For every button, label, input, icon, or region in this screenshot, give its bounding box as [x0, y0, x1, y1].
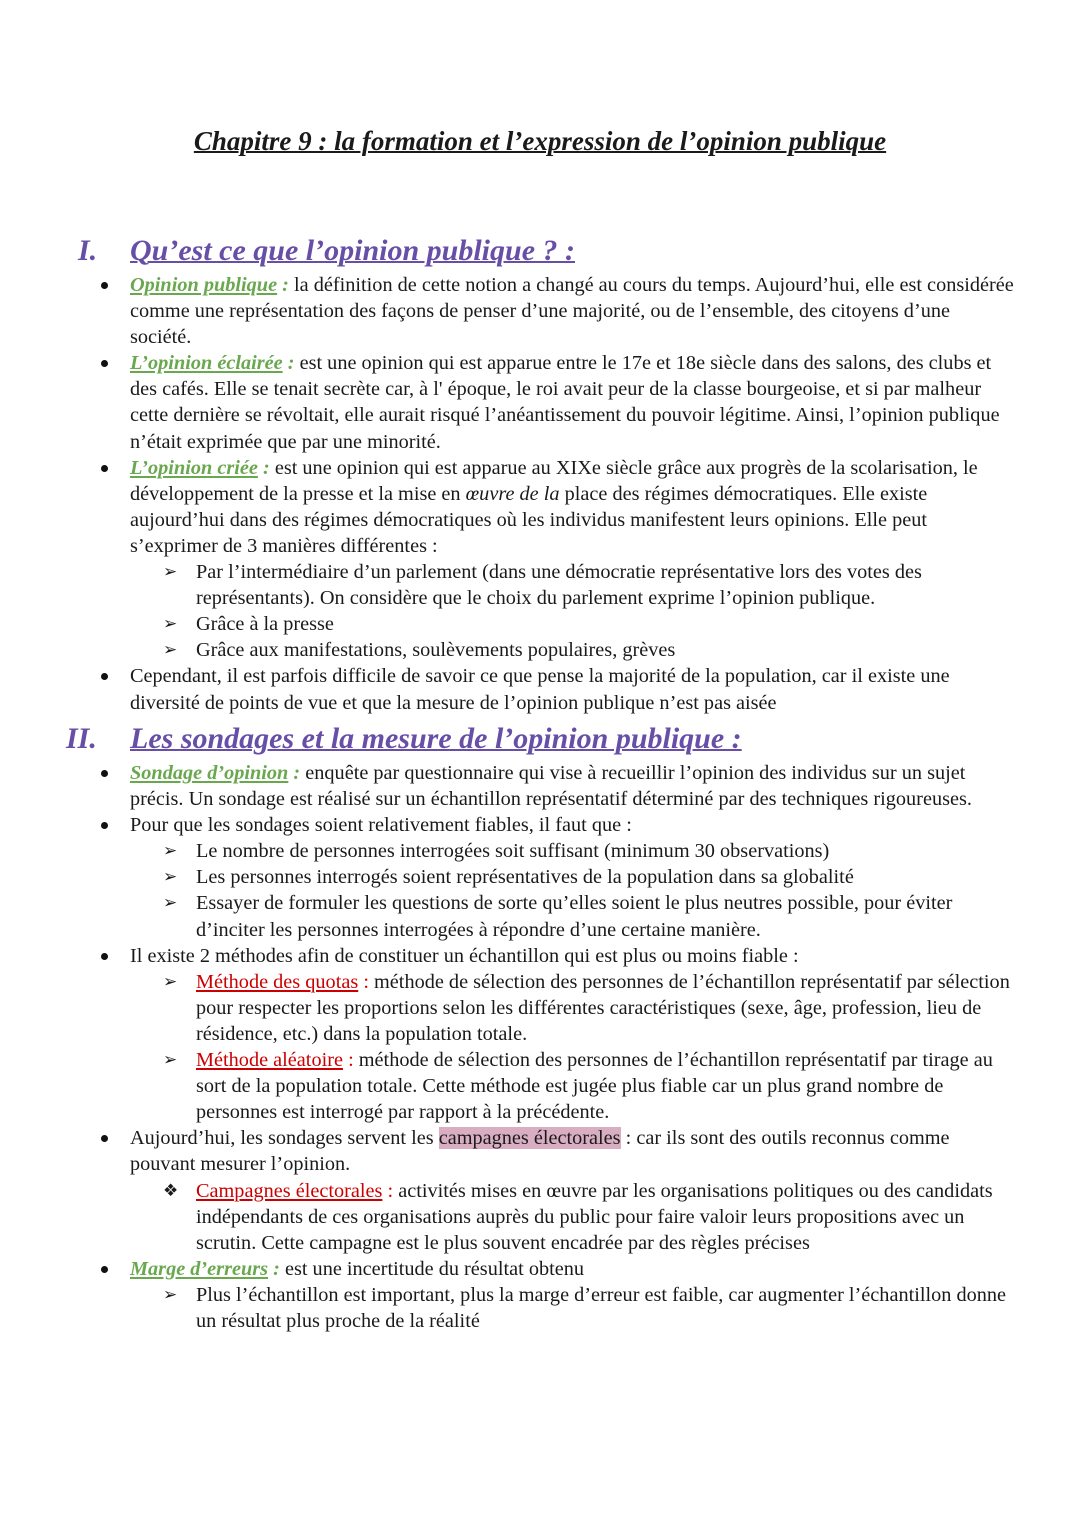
section-2	[0, 722, 1080, 1334]
arrow-icon: ➢	[163, 1050, 178, 1070]
definition: enquête par questionnaire qui vise à recueillir l’opinion des individus sur un sujet précis. Un sondage est réalisé sur un échantillon représentatif déterminé par des techniques rigoureuses.	[130, 762, 972, 811]
sub-item-text: Le nombre de personnes interrogées soit suffisant (minimum 30 observations)	[196, 840, 830, 863]
sub-item	[163, 890, 1016, 942]
term: L’opinion criée	[130, 456, 258, 479]
definition-italic: œuvre de la	[465, 482, 560, 505]
sub-item	[163, 559, 1016, 611]
sub-item-text: Par l’intermédiaire d’un parlement (dans une démocratie représentative lors des votes des représentants). On considère que le choix du parlement exprime l’opinion publique.	[196, 561, 922, 610]
chapter-title: Chapitre 9 : la formation et l’expression de l’opinion publique	[193, 126, 887, 156]
definition: la définition de cette notion a changé au cours du temps. Aujourd’hui, elle est considérée comme une représentation des façons de penser d’une majorité, ou de l’ensemble, des citoyens d’une société.	[130, 274, 1014, 349]
bullet-opinion-criee	[130, 455, 1015, 559]
colon: :	[262, 456, 270, 479]
term: Méthode aléatoire	[196, 1049, 343, 1072]
arrow-icon: ➢	[163, 867, 178, 887]
bullet-text: : car ils sont des outils reconnus comme pouvant mesurer l’opinion.	[130, 1127, 950, 1176]
definition: place des régimes démocratiques. Elle existe aujourd’hui dans des régimes démocratiques où les individus manifestent leurs opinions. Elle peut s’exprimer de 3 manières différentes :	[130, 482, 928, 557]
definition: méthode de sélection des personnes de l’échantillon représentatif par sélection pour respecter les proportions selon les différentes caractéristiques (sexe, âge, profession, lieu de résidence, etc.) dans la population totale.	[196, 970, 1010, 1045]
bullet-text: Cependant, il est parfois difficile de savoir ce que pense la majorité de la population, car il existe une diversité de points de vue et que la mesure de l’opinion publique n’est pas aisée	[130, 665, 950, 714]
arrow-icon: ➢	[163, 841, 178, 861]
section-number: I.	[78, 234, 98, 267]
colon: :	[287, 352, 295, 375]
colon: :	[273, 1257, 280, 1280]
arrow-icon: ➢	[163, 614, 178, 634]
sub-item	[163, 611, 1016, 637]
arrow-icon: ➢	[163, 893, 178, 913]
bullet-marge	[130, 1256, 1015, 1282]
sub-item-text: Grâce à la presse	[196, 613, 334, 636]
section-title: Les sondages et la mesure de l’opinion publique :	[130, 722, 742, 755]
section-2-heading	[0, 722, 1080, 760]
sub-item	[163, 864, 1016, 890]
definition: est une incertitude du résultat obtenu	[284, 1257, 585, 1280]
sub-item-text: Grâce aux manifestations, soulèvements populaires, grèves	[196, 639, 676, 662]
sub-item-quotas	[163, 969, 1016, 1047]
bullet-methodes	[130, 943, 1015, 969]
bullet-text: Aujourd’hui, les sondages servent les	[130, 1127, 434, 1150]
section-1	[0, 234, 1080, 716]
term: Campagnes électorales	[196, 1179, 383, 1202]
bullet-opinion-publique	[130, 272, 1015, 350]
bullet-campagnes	[130, 1125, 1015, 1177]
section-title: Qu’est ce que l’opinion publique ? :	[130, 234, 576, 267]
sub-item-text: Essayer de formuler les questions de sorte qu’elles soient le plus neutres possible, pour éviter d’inciter les personnes interrogées à répondre d’une certaine manière.	[196, 892, 953, 941]
sub-item-text: Plus l’échantillon est important, plus la marge d’erreur est faible, car augmenter l’échantillon donne un résultat plus proche de la réalité	[196, 1283, 1007, 1332]
arrow-icon: ➢	[163, 562, 178, 582]
term: Sondage d’opinion	[130, 762, 289, 784]
bullet-cependant	[130, 663, 1015, 715]
colon: :	[387, 1179, 394, 1202]
term: Marge d’erreurs	[130, 1257, 269, 1280]
bullet-fiabilite	[130, 812, 1015, 838]
section-1-heading	[0, 234, 1080, 272]
arrow-icon: ➢	[163, 971, 178, 991]
colon: :	[363, 970, 369, 993]
arrow-icon: ➢	[163, 1284, 178, 1304]
sub-item-campagnes	[163, 1178, 1016, 1256]
term: Opinion publique	[130, 274, 278, 296]
highlighted-text: campagnes électorales	[438, 1127, 621, 1150]
definition: méthode de sélection des personnes de l’échantillon représentatif par tirage au sort de la population totale. Cette méthode est jugée plus fiable car un plus grand nombre de personnes est interrogé par rapport à la précédente.	[196, 1049, 993, 1124]
section-number: II.	[66, 722, 97, 755]
colon: :	[282, 274, 289, 296]
sub-item-text: Les personnes interrogés soient représentatives de la population dans sa globalité	[196, 866, 854, 889]
term: Méthode des quotas	[196, 970, 359, 993]
bullet-text: Il existe 2 méthodes afin de constituer un échantillon qui est plus ou moins fiable :	[130, 944, 799, 967]
bullet-opinion-eclairee	[130, 350, 1015, 454]
definition: est une opinion qui est apparue entre le 17e et 18e siècle dans des salons, des clubs et des cafés. Elle se tenait secrète car, à l' époque, le roi avait peur de la classe bourgeoise, et si par malheur cette dernière se révoltait, elle aurait risqué l’anéantissement du pouvoir légitime. Ainsi, l’opinion publique n’était exprimée que par une minorité.	[130, 352, 1000, 453]
term: L’opinion éclairée	[130, 352, 283, 375]
bullet-text: Pour que les sondages soient relativement fiables, il faut que :	[130, 814, 632, 837]
definition: activités mises en œuvre par les organisations politiques ou des candidats indépendants de ces organisations auprès du public pour faire valoir leurs propositions avec un scrutin. Cette campagne est le plus souvent encadrée par des règles précises	[196, 1179, 993, 1254]
bullet-sondage	[130, 760, 1015, 812]
colon: :	[293, 762, 301, 784]
sub-item-aleatoire	[163, 1047, 1016, 1125]
definition: est une opinion qui est apparue au XIXe siècle grâce aux progrès de la scolarisation, le développement de la presse et la mise en	[130, 456, 978, 505]
sub-item	[163, 637, 1016, 663]
diamond-icon: ❖	[163, 1180, 179, 1200]
sub-item	[163, 838, 1016, 864]
arrow-icon: ➢	[163, 640, 178, 660]
sub-item	[163, 1282, 1016, 1334]
colon: :	[348, 1049, 354, 1072]
